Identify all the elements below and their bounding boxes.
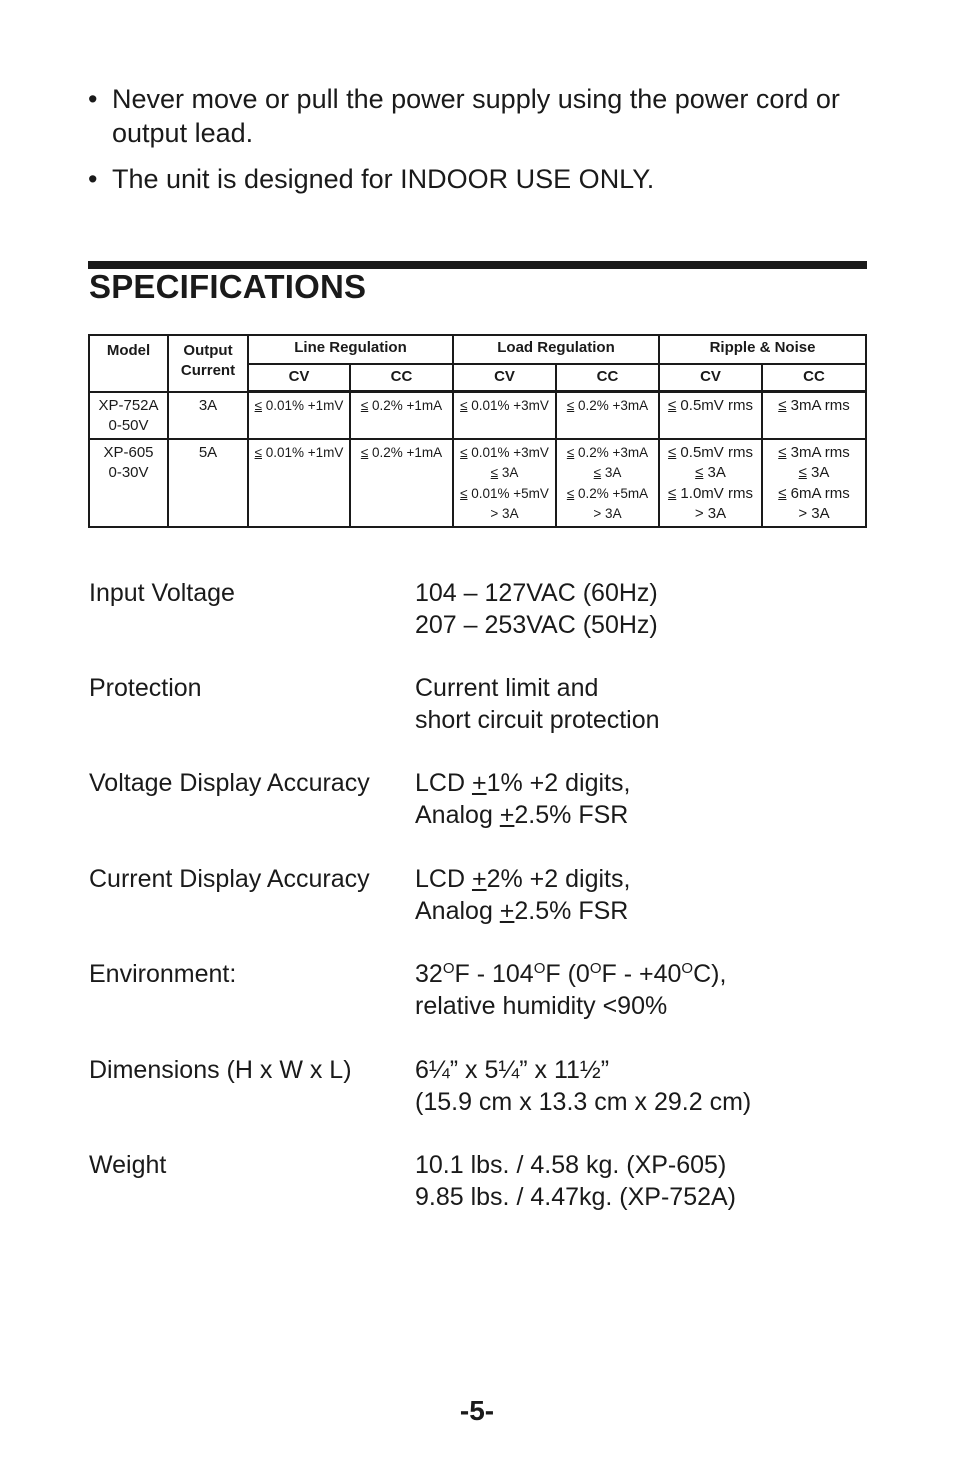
load-cc-cell: ≤ 0.2% +3mA ≤ 3A ≤ 0.2% +5mA > 3A [556,439,659,527]
output-current-cell: 5A [168,439,248,527]
spec-value [415,577,869,672]
spec-label: Input Voltage [89,579,235,607]
spec-value-line: relative humidity <90% [415,992,668,1020]
spec-value [415,958,869,1054]
header-line-regulation: Line Regulation [248,335,453,364]
header-cc: CC [762,364,866,392]
spec-value [415,672,869,767]
spec-value-line: 104 – 127VAC (60Hz) [415,579,658,607]
spec-value-line: Analog +2.5% FSR [415,897,629,925]
bullet-text: The unit is designed for INDOOR USE ONLY. [112,164,655,194]
spec-value-line: short circuit protection [415,706,660,734]
model-cell: XP-605 0-30V [89,439,168,527]
ripple-cc-cell: ≤ 3mA rms [762,392,866,439]
load-cv-cell: ≤ 0.01% +3mV ≤ 3A ≤ 0.01% +5mV > 3A [453,439,556,527]
spec-label: Weight [89,1151,167,1179]
header-ripple-noise: Ripple & Noise [659,335,866,364]
spec-value-line: $32^OF - 104^OF$ $(0^OF - +40^OC)$, [415,960,727,988]
ripple-cc-cell: ≤ 3mA rms ≤ 3A ≤ 6mA rms > 3A [762,439,866,527]
bullet-dot-icon: • [88,84,98,114]
specifications-list [89,577,869,1219]
bullet-dot-icon: • [88,164,98,194]
bullet-item [88,162,878,196]
spec-value [415,767,869,863]
spec-value-line: 207 – 253VAC (50Hz) [415,611,658,639]
spec-value [415,863,869,958]
line-cv-cell: ≤ 0.01% +1mV [248,439,350,527]
spec-value-line: 6¼” x 5¼” x 11½” [415,1056,610,1084]
spec-label: Voltage Display Accuracy [89,769,370,797]
spec-value-line: LCD +2% +2 digits, [415,865,631,893]
spec-label: Environment: [89,960,237,988]
spec-row-weight [89,1149,869,1219]
spec-row-input-voltage [89,577,869,672]
table-row [89,392,866,439]
model-cell: XP-752A 0-50V [89,392,168,439]
header-load-regulation: Load Regulation [453,335,659,364]
spec-row-protection [89,672,869,767]
line-cc-cell: ≤ 0.2% +1mA [350,392,453,439]
output-current-cell: 3A [168,392,248,439]
spec-row-environment [89,958,869,1054]
spec-label: Dimensions (H x W x L) [89,1056,352,1084]
spec-value-line: Analog +2.5% FSR [415,801,629,829]
header-cv: CV [248,364,350,392]
safety-bullet-list [88,82,878,208]
section-title: SPECIFICATIONS [89,268,367,305]
spec-value-line: (15.9 cm x 13.3 cm x 29.2 cm) [415,1088,752,1116]
load-cv-cell: ≤ 0.01% +3mV [453,392,556,439]
header-cc: CC [350,364,453,392]
spec-value-line: 10.1 lbs. / 4.58 kg. (XP-605) [415,1151,727,1179]
regulation-table-body [89,392,866,527]
spec-value [415,1149,869,1219]
header-output-current: Output Current [168,335,248,392]
header-cc: CC [556,364,659,392]
spec-value-line: LCD +1% +2 digits, [415,769,631,797]
bullet-text: Never move or pull the power supply using the power cord or output lead. [112,84,840,148]
spec-value-line: Current limit and [415,674,599,702]
page-number: -5- [459,1395,495,1426]
spec-row-current-display-accuracy [89,863,869,958]
bullet-item [88,82,878,150]
spec-row-voltage-display-accuracy [89,767,869,863]
line-cv-cell: ≤ 0.01% +1mV [248,392,350,439]
spec-value-line: 9.85 lbs. / 4.47kg. (XP-752A) [415,1183,737,1211]
table-row [89,439,866,527]
spec-value [415,1054,869,1149]
header-cv: CV [659,364,762,392]
regulation-table [88,334,867,528]
ripple-cv-cell: ≤ 0.5mV rms [659,392,762,439]
header-model: Model [89,335,168,392]
spec-row-dimensions [89,1054,869,1149]
spec-label: Protection [89,674,202,702]
load-cc-cell: ≤ 0.2% +3mA [556,392,659,439]
header-cv: CV [453,364,556,392]
ripple-cv-cell: ≤ 0.5mV rms ≤ 3A ≤ 1.0mV rms > 3A [659,439,762,527]
line-cc-cell: ≤ 0.2% +1mA [350,439,453,527]
spec-label: Current Display Accuracy [89,865,370,893]
